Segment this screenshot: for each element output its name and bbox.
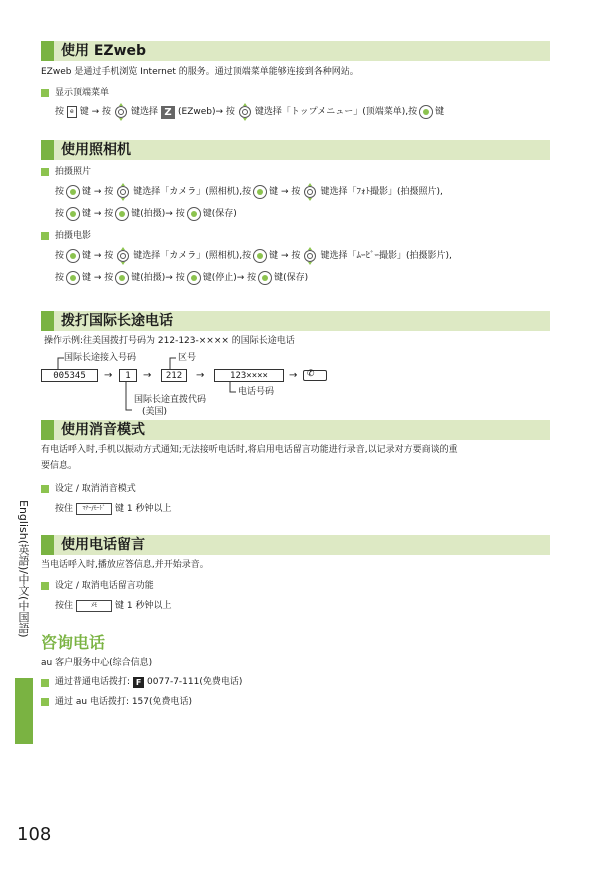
memo-steps: 按住 ﾒﾓ 键 1 秒钟以上 [55, 601, 172, 611]
bullet-square [41, 582, 49, 590]
inquiry-item-2: 通过 au 电话拨打: 157(免费电话) [55, 697, 193, 707]
label-phone-number: 电话号码 [238, 387, 275, 397]
camera-movie-sub: 拍摄电影 [55, 231, 92, 241]
language-tab-marker [15, 678, 33, 744]
label-area-code: 区号 [178, 353, 197, 363]
memo-desc: 当电话呼入时,播放应答信息,并开始录音。 [41, 560, 209, 570]
header-bar [41, 420, 54, 440]
manner-sub: 设定 / 取消消音模式 [55, 484, 136, 494]
header-manner-mode [41, 420, 550, 440]
call-key-icon: ✆ [303, 370, 327, 381]
inquiry-desc: au 客户服务中心(综合信息) [41, 658, 153, 668]
memo-key-icon: ﾒﾓ [76, 600, 112, 612]
label-access-code: 国际长途接入号码 [64, 353, 137, 363]
header-voice-memo [41, 535, 550, 555]
inquiry-item-1: 通过普通电话拨打: F 0077-7-111(免费电话) [55, 677, 243, 687]
manner-steps: 按住 ﾏﾅｰ/ﾓｰﾄﾞ 键 1 秒钟以上 [55, 504, 172, 514]
section-title: 使用电话留言 [61, 537, 145, 553]
movie-steps-2: 按 键 → 按 键(拍摄)→ 按 键(停止)→ 按 键(保存) [55, 273, 309, 283]
manner-desc-1: 有电话呼入时,手机以振动方式通知;无法接听电话时,将启用电话留言功能进行录音,以记录对方要商谈的重 [41, 445, 458, 455]
dial-arrow: → [196, 370, 205, 381]
dial-box-area: 212 [161, 369, 187, 382]
ezweb-sub: 显示顶端菜单 [55, 88, 110, 98]
ezweb-steps: 按 e 键 → 按 键选择 Z (EZweb)→ 按 键选择「トップメニュー」(顶端菜单),按 键 [55, 104, 444, 120]
photo-steps-1: 按 键 → 按 键选择「カメラ」(照相机),按 键 → 按 键选择「ﾌｫﾄ撮影」(拍摄照片), [55, 184, 443, 200]
language-sidebar: English(英語)/中文(中国語) [17, 500, 30, 638]
memo-sub: 设定 / 取消电话留言功能 [55, 581, 154, 591]
photo-steps-2: 按 键 → 按 键(拍摄)→ 按 键(保存) [55, 209, 237, 219]
movie-steps-1: 按 键 → 按 键选择「カメラ」(照相机),按 键 → 按 键选择「ﾑｰﾋﾞｰ撮影」(拍摄影片), [55, 248, 452, 264]
section-title: 使用消音模式 [61, 422, 145, 438]
dial-box-access: 005345 [41, 369, 98, 382]
inquiry-title: 咨询电话 [41, 633, 106, 652]
bullet-square [41, 698, 49, 706]
section-title: 使用照相机 [61, 142, 131, 158]
bullet-square [41, 485, 49, 493]
page-number: 108 [17, 824, 52, 845]
dial-box-number: 123×××× [214, 369, 284, 382]
camera-photo-sub: 拍摄照片 [55, 167, 92, 177]
bullet-square [41, 679, 49, 687]
ezweb-desc: EZweb 是通过手机浏览 Internet 的服务。通过顶端菜单能够连接到各种网站。 [41, 67, 359, 77]
ezweb-key-icon: e [67, 106, 77, 118]
dial-arrow: → [143, 370, 152, 381]
label-country-usa: (美国) [142, 407, 168, 417]
intl-example: 操作示例:往美国拨打号码为 212-123-×××× 的国际长途电话 [44, 336, 295, 346]
free-access-icon: F [133, 677, 144, 688]
ezweb-logo-icon: Z [161, 106, 175, 119]
section-title: 拨打国际长途电话 [61, 313, 173, 329]
manner-key-icon: ﾏﾅｰ/ﾓｰﾄﾞ [76, 503, 112, 515]
dial-arrow: → [104, 370, 113, 381]
section-title: 使用 EZweb [61, 43, 147, 59]
manner-desc-2: 要信息。 [41, 461, 78, 471]
dial-arrow: → [289, 370, 298, 381]
label-country-code: 国际长途直拨代码 [134, 395, 207, 405]
dial-box-country: 1 [119, 369, 137, 382]
header-bar [41, 535, 54, 555]
